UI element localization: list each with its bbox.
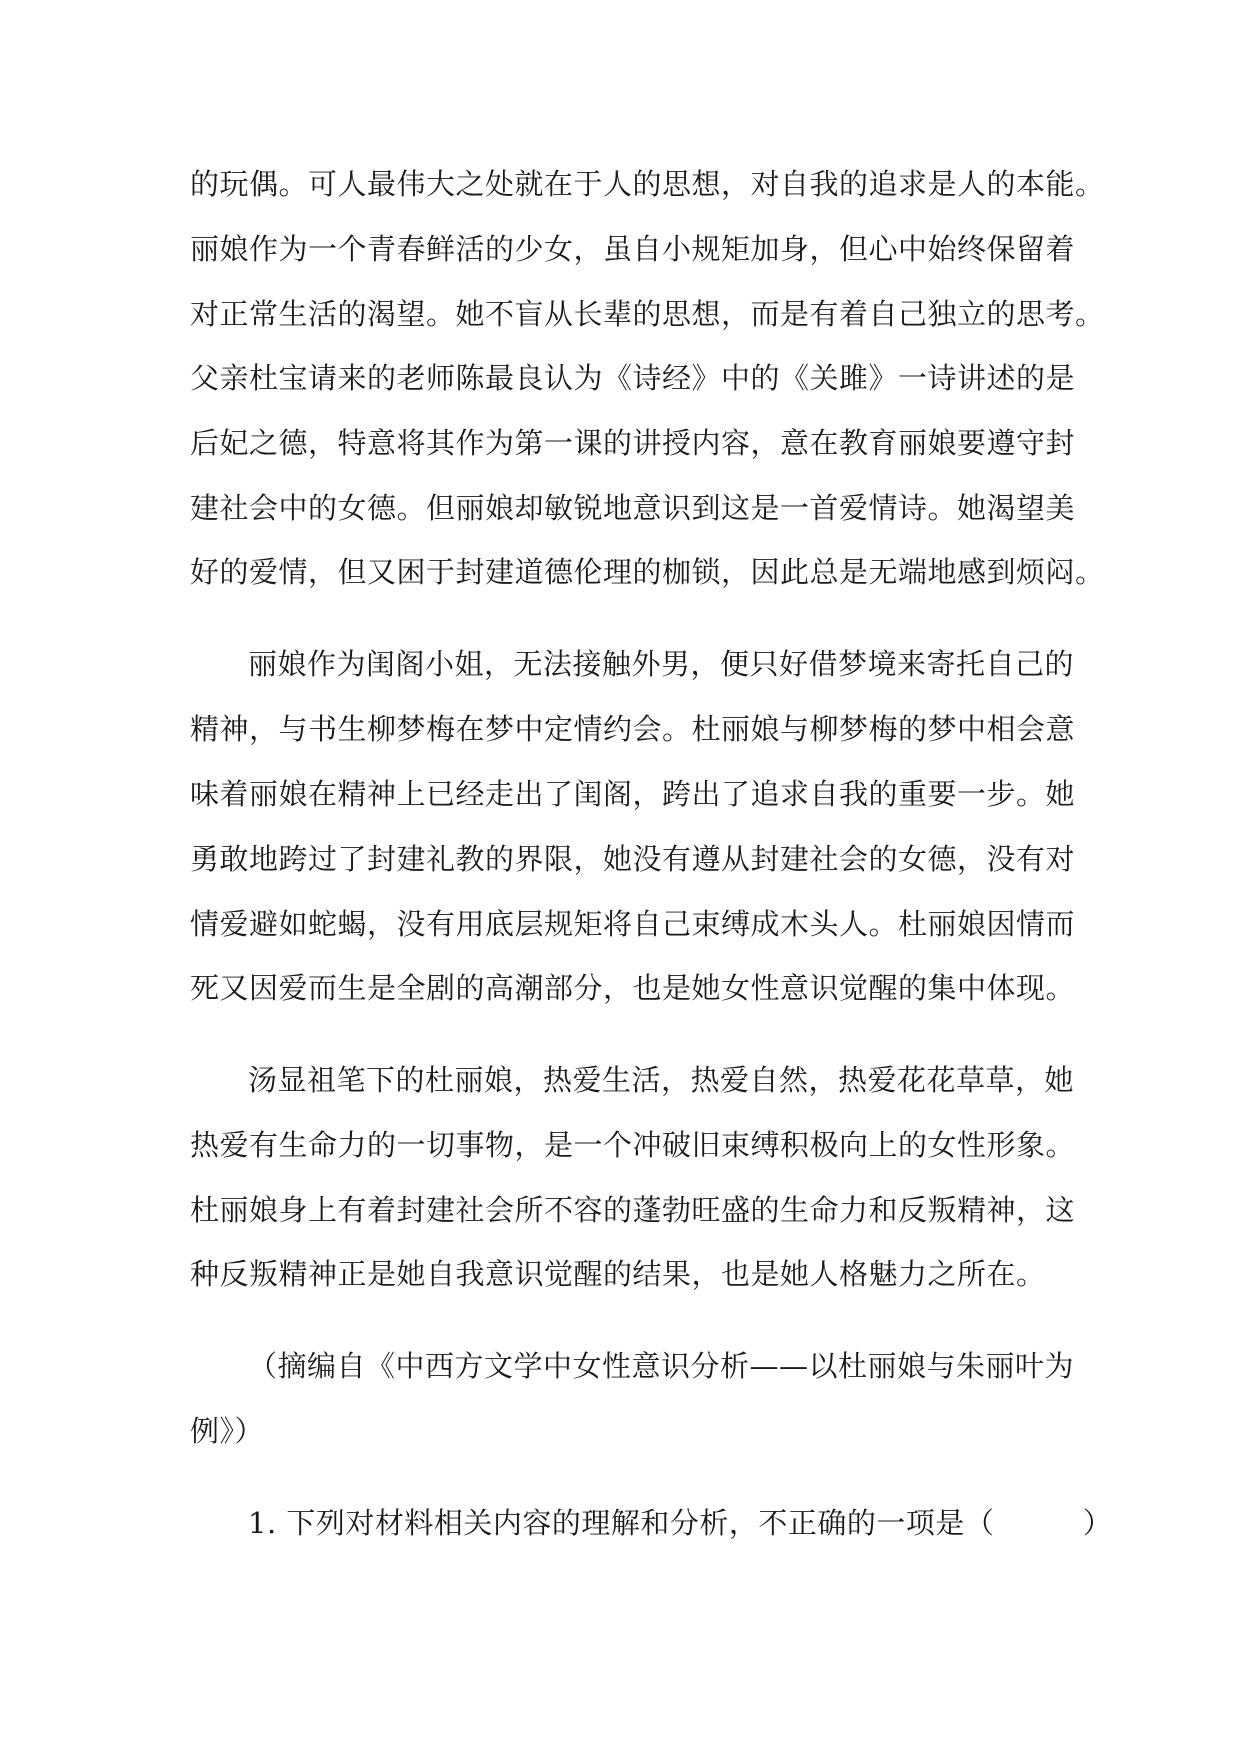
paragraph-line: 后妃之德，特意将其作为第一课的讲授内容，意在教育丽娘要遵守封: [190, 426, 1076, 460]
source-citation: 例》）: [190, 1414, 265, 1448]
paragraph-line: 好的爱情，但又困于封建道德伦理的枷锁，因此总是无端地感到烦闷。: [190, 555, 1105, 589]
paragraph-line: 死又因爱而生是全剧的高潮部分，也是她女性意识觉醒的集中体现。: [190, 971, 1076, 1005]
paragraph-line: 丽娘作为一个青春鲜活的少女，虽自小规矩加身，但心中始终保留着: [190, 232, 1076, 266]
paragraph-line: 丽娘作为闺阁小姐，无法接触外男，便只好借梦境来寄托自己的: [248, 647, 1075, 681]
paragraph-line: 父亲杜宝请来的老师陈最良认为《诗经》中的《关雎》一诗讲述的是: [190, 361, 1076, 395]
paragraph-line: 的玩偶。可人最伟大之处就在于人的思想，对自我的追求是人的本能。: [190, 167, 1105, 201]
question-1: 1. 下列对材料相关内容的理解和分析，不正确的一项是（ ）: [248, 1506, 1113, 1540]
paragraph-line: 对正常生活的渴望。她不盲从长辈的思想，而是有着自己独立的思考。: [190, 297, 1105, 331]
paragraph-line: 勇敢地跨过了封建礼教的界限，她没有遵从封建社会的女德，没有对: [190, 842, 1076, 876]
paragraph-line: 情爱避如蛇蝎，没有用底层规矩将自己束缚成木头人。杜丽娘因情而: [190, 907, 1076, 941]
paragraph-line: 热爱有生命力的一切事物，是一个冲破旧束缚积极向上的女性形象。: [190, 1128, 1076, 1162]
paragraph-line: 建社会中的女德。但丽娘却敏锐地意识到这是一首爱情诗。她渴望美: [190, 491, 1076, 525]
paragraph-line: 种反叛精神正是她自我意识觉醒的结果，也是她人格魅力之所在。: [190, 1257, 1046, 1291]
paragraph-line: 精神，与书生柳梦梅在梦中定情约会。杜丽娘与柳梦梅的梦中相会意: [190, 712, 1076, 746]
paragraph-line: 味着丽娘在精神上已经走出了闺阁，跨出了追求自我的重要一步。她: [190, 777, 1076, 811]
paragraph-line: 汤显祖笔下的杜丽娘，热爱生活，热爱自然，热爱花花草草，她: [248, 1063, 1075, 1097]
paragraph-line: 杜丽娘身上有着封建社会所不容的蓬勃旺盛的生命力和反叛精神，这: [190, 1193, 1076, 1227]
source-citation: （摘编自《中西方文学中女性意识分析——以杜丽娘与朱丽叶为: [248, 1349, 1075, 1383]
